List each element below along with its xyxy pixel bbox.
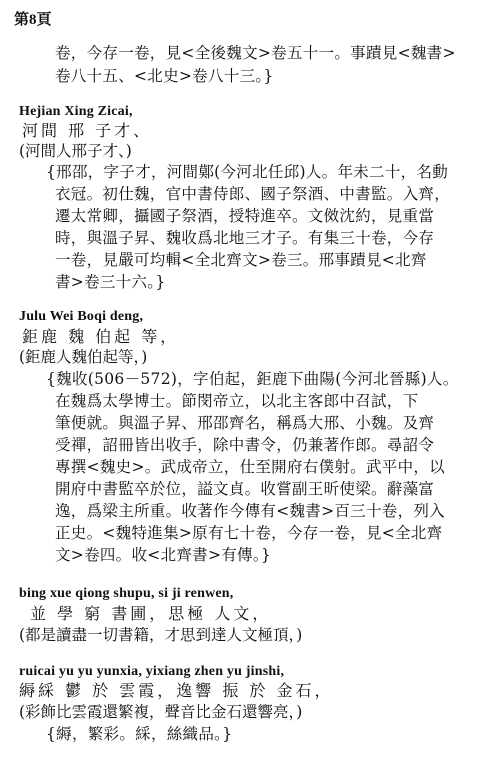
entry-note-line: 開府中書監卒於位，謚文貞。收嘗副王昕使梁。辭藻富	[55, 480, 435, 498]
entry-note-line: 受禪，詔冊皆出收手，除中書令，仍兼著作郎。尋詔令	[55, 436, 435, 454]
intro-line: 卷八十五、<北史>卷八十三。}	[55, 67, 274, 85]
entry-note-line: 書>卷三十六。}	[55, 273, 166, 291]
entry-original: 並 學 窮 書圃，思極 人文，	[30, 604, 272, 623]
entry-translation: (彩飾比雲霞還繁複，聲音比金石還響亮，)	[19, 703, 303, 721]
entry-note-line: 正史。<魏特進集>原有七十卷，今存一卷，見<全北齊	[55, 524, 443, 542]
entry-translation: (鉅鹿人魏伯起等，)	[19, 348, 148, 366]
entry-note-line: {縟，繁彩。綵，絲織品。}	[46, 725, 233, 743]
entry-pinyin: Hejian Xing Zicai,	[19, 104, 133, 119]
entry-translation: (都是讀盡一切書籍，才思到達人文極頂，)	[19, 626, 303, 644]
entry-note-line: 筆便就。與溫子昇、邢邵齊名，稱爲大邢、小魏。及齊	[55, 414, 435, 432]
entry-translation: (河間人邢子才、)	[19, 142, 132, 160]
intro-line: 卷，今存一卷，見<全後魏文>卷五十一。事蹟見<魏書>	[55, 44, 456, 62]
entry-note-line: 遷太常卿，攝國子祭酒，授特進卒。文傚沈約，見重當	[55, 207, 435, 225]
entry-note-line: 時，與溫子昇、魏收爲北地三才子。有集三十卷，今存	[55, 229, 435, 247]
entry-pinyin: bing xue qiong shupu, si ji renwen,	[19, 586, 234, 601]
entry-note-line: 在魏爲太學博士。節閔帝立，以北主客郎中召試，下	[55, 392, 419, 410]
entry-note-line: {魏收(506－572)，字伯起，鉅鹿下曲陽(今河北晉縣)人。	[46, 370, 459, 388]
entry-note-line: 衣冠。初仕魏，官中書侍郎、國子祭酒、中書監。入齊，	[55, 185, 451, 203]
entry-note-line: {邢邵，字子才，河間鄚(今河北任邱)人。年未二十，名動	[46, 163, 449, 181]
page-number: 第8頁	[14, 12, 52, 28]
entry-note-line: 專撰<魏史>。武成帝立，仕至開府右僕射。武平中，以	[55, 458, 445, 476]
entry-note-line: 文>卷四。收<北齊書>有傳。}	[55, 546, 272, 564]
entry-pinyin: Julu Wei Boqi deng,	[19, 309, 144, 324]
entry-note-line: 逸，爲梁主所重。收著作今傳有<魏書>百三十卷，列入	[55, 502, 445, 520]
entry-original: 鉅鹿 魏 伯起 等，	[22, 327, 180, 346]
entry-pinyin: ruicai yu yu yunxia, yixiang zhen yu jinshi,	[19, 664, 285, 679]
entry-original: 縟綵 鬱 於 雲霞，逸響 振 於 金石，	[19, 681, 334, 700]
entry-original: 河間 邢 子才、	[22, 121, 153, 140]
entry-note-line: 一卷，見嚴可均輯<全北齊文>卷三。邢事蹟見<北齊	[55, 251, 427, 269]
